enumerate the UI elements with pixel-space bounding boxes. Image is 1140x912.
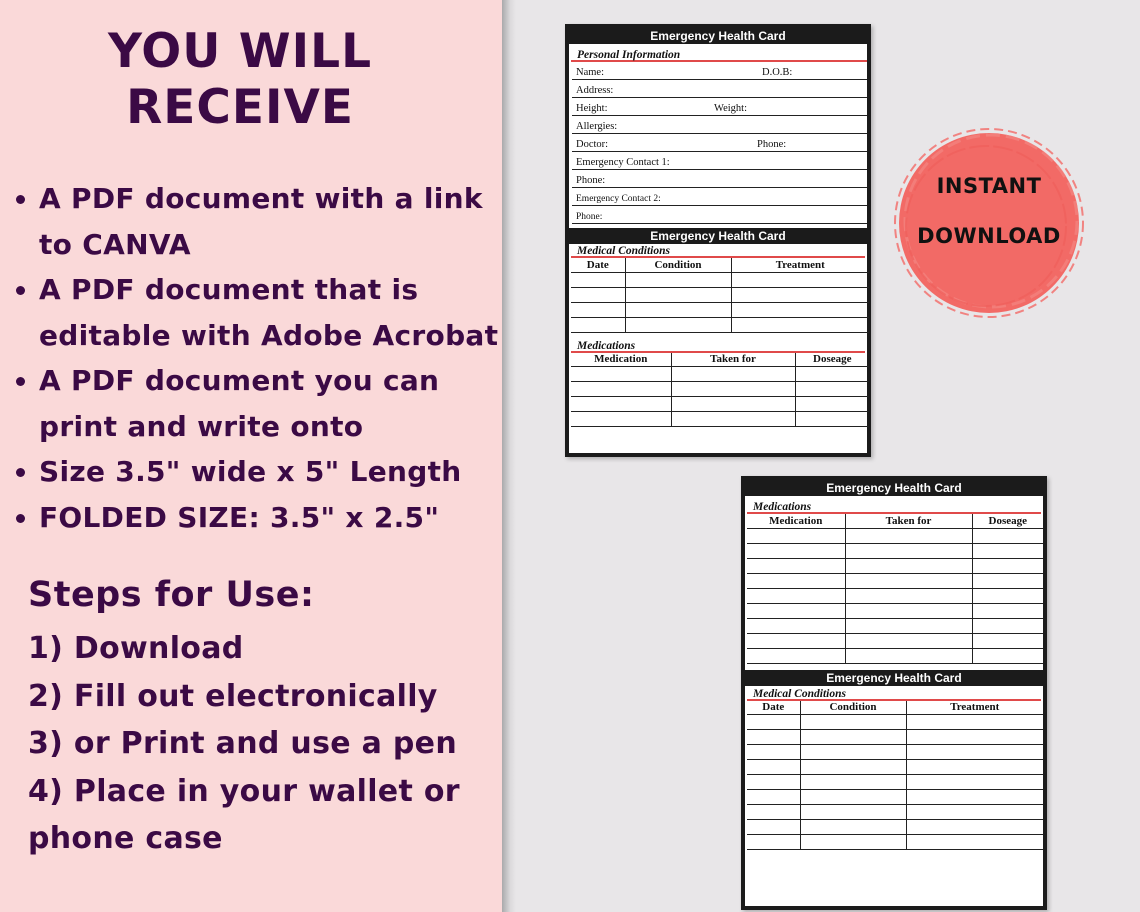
table-row bbox=[747, 603, 1043, 618]
section-title-medications: Medications bbox=[571, 339, 865, 353]
col-doseage: Doseage bbox=[795, 353, 869, 367]
table-row bbox=[747, 835, 1043, 850]
table-row bbox=[571, 317, 869, 332]
field-ec2-phone bbox=[572, 206, 867, 224]
table-row bbox=[747, 775, 1043, 790]
table-row bbox=[571, 287, 869, 302]
table-row bbox=[747, 573, 1043, 588]
col-condition: Condition bbox=[625, 258, 731, 272]
medications-table bbox=[747, 514, 1043, 664]
heading-line1: YOU WILL bbox=[107, 24, 373, 79]
doctor-phone-label: Phone: bbox=[757, 139, 787, 150]
col-treatment: Treatment bbox=[906, 701, 1043, 715]
weight-label: Weight: bbox=[714, 103, 747, 114]
medical-table bbox=[747, 701, 1043, 851]
health-card-front bbox=[565, 24, 871, 457]
steps-title: Steps for Use: bbox=[28, 575, 315, 615]
list-item: A PDF document that is editable with Adobe Acrobat bbox=[14, 267, 499, 358]
ec2-label: Emergency Contact 2: bbox=[576, 194, 661, 204]
table-row bbox=[747, 648, 1043, 663]
col-treatment: Treatment bbox=[731, 258, 869, 272]
step-item: 3) or Print and use a pen bbox=[28, 726, 457, 761]
section-title-personal: Personal Information bbox=[571, 48, 867, 62]
col-taken-for: Taken for bbox=[845, 514, 972, 528]
field-ec1-phone bbox=[572, 170, 867, 188]
table-row bbox=[747, 715, 1043, 730]
table-row bbox=[747, 730, 1043, 745]
ec1-label: Emergency Contact 1: bbox=[576, 157, 670, 168]
heading-line2: RECEIVE bbox=[126, 80, 354, 135]
table-row bbox=[571, 382, 869, 397]
info-panel bbox=[0, 0, 502, 912]
steps-list bbox=[28, 625, 498, 863]
personal-fields bbox=[572, 62, 867, 224]
table-row bbox=[747, 543, 1043, 558]
instant-download-badge bbox=[893, 127, 1085, 319]
health-card-back bbox=[741, 476, 1047, 910]
receive-list bbox=[14, 176, 499, 540]
list-item: FOLDED SIZE: 3.5" x 2.5" bbox=[14, 495, 499, 541]
col-taken-for: Taken for bbox=[671, 353, 795, 367]
field-name bbox=[572, 62, 867, 80]
field-doctor bbox=[572, 134, 867, 152]
ec1-phone-label: Phone: bbox=[576, 175, 606, 186]
panel-shadow bbox=[502, 0, 516, 912]
dob-label: D.O.B: bbox=[762, 67, 793, 78]
address-label: Address: bbox=[576, 85, 614, 96]
card-header: Emergency Health Card bbox=[745, 670, 1043, 686]
card-header: Emergency Health Card bbox=[569, 28, 867, 44]
card-header: Emergency Health Card bbox=[745, 480, 1043, 496]
col-date: Date bbox=[571, 258, 625, 272]
table-row bbox=[747, 745, 1043, 760]
allergies-label: Allergies: bbox=[576, 121, 618, 132]
list-item: Size 3.5" wide x 5" Length bbox=[14, 449, 499, 495]
col-doseage: Doseage bbox=[972, 514, 1043, 528]
step-item: 1) Download bbox=[28, 631, 244, 666]
card-header: Emergency Health Card bbox=[569, 228, 867, 244]
step-item: 4) Place in your wallet or phone case bbox=[28, 773, 460, 856]
field-address bbox=[572, 80, 867, 98]
list-item: A PDF document you can print and write onto bbox=[14, 358, 499, 449]
badge-line2: DOWNLOAD bbox=[917, 224, 1061, 248]
ec2-phone-label: Phone: bbox=[576, 212, 603, 222]
name-label: Name: bbox=[576, 67, 604, 78]
medical-table bbox=[571, 258, 869, 333]
table-row bbox=[571, 367, 869, 382]
step-item: 2) Fill out electronically bbox=[28, 678, 438, 714]
height-label: Height: bbox=[576, 103, 608, 114]
table-row bbox=[747, 820, 1043, 835]
section-title-medical: Medical Conditions bbox=[747, 687, 1041, 701]
table-row bbox=[747, 633, 1043, 648]
table-row bbox=[571, 302, 869, 317]
field-allergies bbox=[572, 116, 867, 134]
table-row bbox=[747, 790, 1043, 805]
table-row bbox=[747, 618, 1043, 633]
col-medication: Medication bbox=[571, 353, 671, 367]
table-row bbox=[571, 412, 869, 427]
section-title-medical: Medical Conditions bbox=[571, 244, 865, 258]
table-row bbox=[571, 272, 869, 287]
field-height bbox=[572, 98, 867, 116]
list-item: A PDF document with a link to CANVA bbox=[14, 176, 499, 267]
table-row bbox=[571, 397, 869, 412]
badge-line1: INSTANT bbox=[936, 174, 1042, 198]
doctor-label: Doctor: bbox=[576, 139, 609, 150]
table-row bbox=[747, 805, 1043, 820]
medications-table bbox=[571, 353, 869, 428]
col-medication: Medication bbox=[747, 514, 845, 528]
col-date: Date bbox=[747, 701, 800, 715]
field-ec2 bbox=[572, 188, 867, 206]
table-row bbox=[747, 588, 1043, 603]
table-row bbox=[747, 558, 1043, 573]
table-row bbox=[747, 760, 1043, 775]
field-ec1 bbox=[572, 152, 867, 170]
section-title-medications: Medications bbox=[747, 500, 1041, 514]
col-condition: Condition bbox=[800, 701, 906, 715]
table-row bbox=[747, 528, 1043, 543]
